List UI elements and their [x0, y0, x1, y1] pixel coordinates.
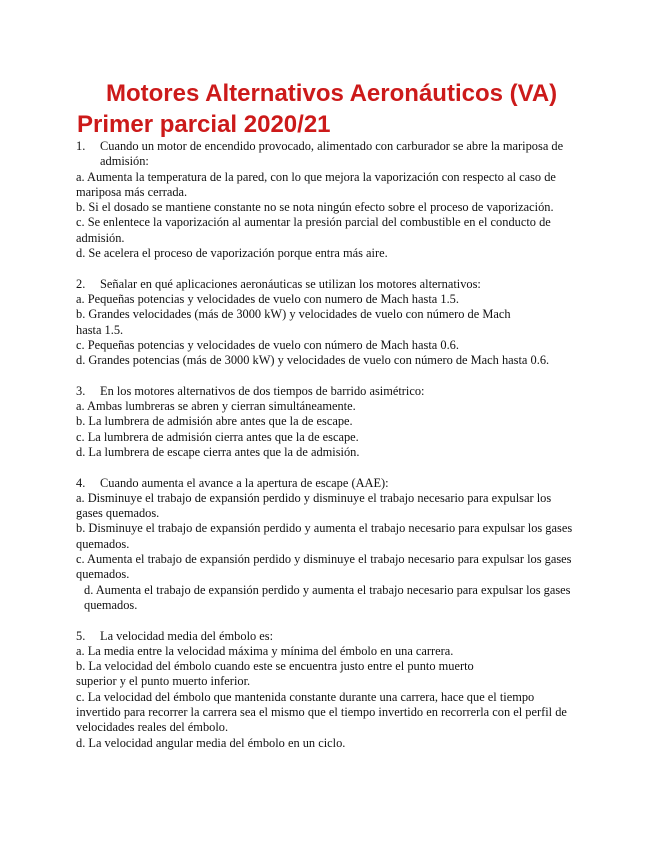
option-c: c. Se enlentece la vaporización al aumentar la presión parcial del combustible en el conducto de admisión. [76, 215, 551, 245]
question-number: 3. [76, 383, 86, 398]
option-b: b. La lumbrera de admisión abre antes que la de escape. [76, 414, 353, 429]
question-number: 4. [76, 475, 86, 490]
question-list [76, 139, 581, 766]
option-b: b. Si el dosado se mantiene constante no se nota ningún efecto sobre el proceso de vaporización. [76, 200, 554, 215]
question-text: Señalar en qué aplicaciones aeronáuticas se utilizan los motores alternativos: [100, 276, 481, 291]
option-a: a. Ambas lumbreras se abren y cierran simultáneamente. [76, 399, 356, 414]
question-text: En los motores alternativos de dos tiempos de barrido asimétrico: [100, 383, 425, 398]
option-b: b. Disminuye el trabajo de expansión perdido y aumenta el trabajo necesario para expulsar los gases quemados. [76, 521, 573, 551]
question-1 [76, 139, 581, 261]
document-title: Motores Alternativos Aeronáuticos (VA) [106, 80, 558, 107]
option-c: c. Pequeñas potencias y velocidades de vuelo con número de Mach hasta 0.6. [76, 337, 459, 352]
question-number: 2. [76, 276, 86, 291]
question-text: Cuando aumenta el avance a la apertura de escape (AAE): [100, 475, 389, 490]
question-stem [76, 629, 581, 644]
option-c: c. La lumbrera de admisión cierra antes que la de escape. [76, 429, 359, 444]
question-text: Cuando un motor de encendido provocado, alimentado con carburador se abre la mariposa de admisión: [100, 139, 564, 169]
option-b: b. La velocidad del émbolo cuando este se encuentra justo entre el punto muerto superior y el punto muerto inferior. [76, 659, 474, 689]
option-a: a. Pequeñas potencias y velocidades de vuelo con numero de Mach hasta 1.5. [76, 291, 459, 306]
question-5 [76, 629, 581, 751]
question-number: 5. [76, 628, 86, 643]
option-d: d. Aumenta el trabajo de expansión perdido y aumenta el trabajo necesario para expulsar los gases quemados. [84, 582, 571, 612]
option-b: b. Grandes velocidades (más de 3000 kW) y velocidades de vuelo con número de Mach hasta 1.5. [76, 307, 511, 337]
option-d: d. La velocidad angular media del émbolo en un ciclo. [76, 735, 346, 750]
document-subtitle: Primer parcial 2020/21 [77, 111, 331, 138]
question-2 [76, 277, 581, 369]
option-d: d. Grandes potencias (más de 3000 kW) y velocidades de vuelo con número de Mach hasta 0.6. [76, 353, 550, 368]
question-stem [76, 277, 581, 292]
option-d: d. Se acelera el proceso de vaporización porque entra más aire. [76, 246, 388, 261]
question-number: 1. [76, 139, 86, 153]
question-3 [76, 384, 581, 460]
question-text: La velocidad media del émbolo es: [100, 628, 274, 643]
question-stem [76, 384, 581, 399]
question-4 [76, 476, 581, 614]
question-stem [76, 476, 581, 491]
option-a: a. La media entre la velocidad máxima y mínima del émbolo en una carrera. [76, 643, 454, 658]
option-c: c. Aumenta el trabajo de expansión perdido y disminuye el trabajo necesario para expulsar los gases quemados. [76, 552, 572, 582]
option-a: a. Aumenta la temperatura de la pared, con lo que mejora la vaporización con respecto al caso de mariposa más cerrada. [76, 169, 556, 199]
question-stem [76, 139, 581, 170]
option-d: d. La lumbrera de escape cierra antes que la de admisión. [76, 444, 360, 459]
option-c: c. La velocidad del émbolo que mantenida constante durante una carrera, hace que el tiempo invertido para recorrer la carrera sea el mismo que el tiempo invertido en recorrerla con el perfil de velocidades reales del émbolo. [76, 689, 567, 735]
option-a: a. Disminuye el trabajo de expansión perdido y disminuye el trabajo necesario para expulsar los gases quemados. [76, 490, 552, 521]
